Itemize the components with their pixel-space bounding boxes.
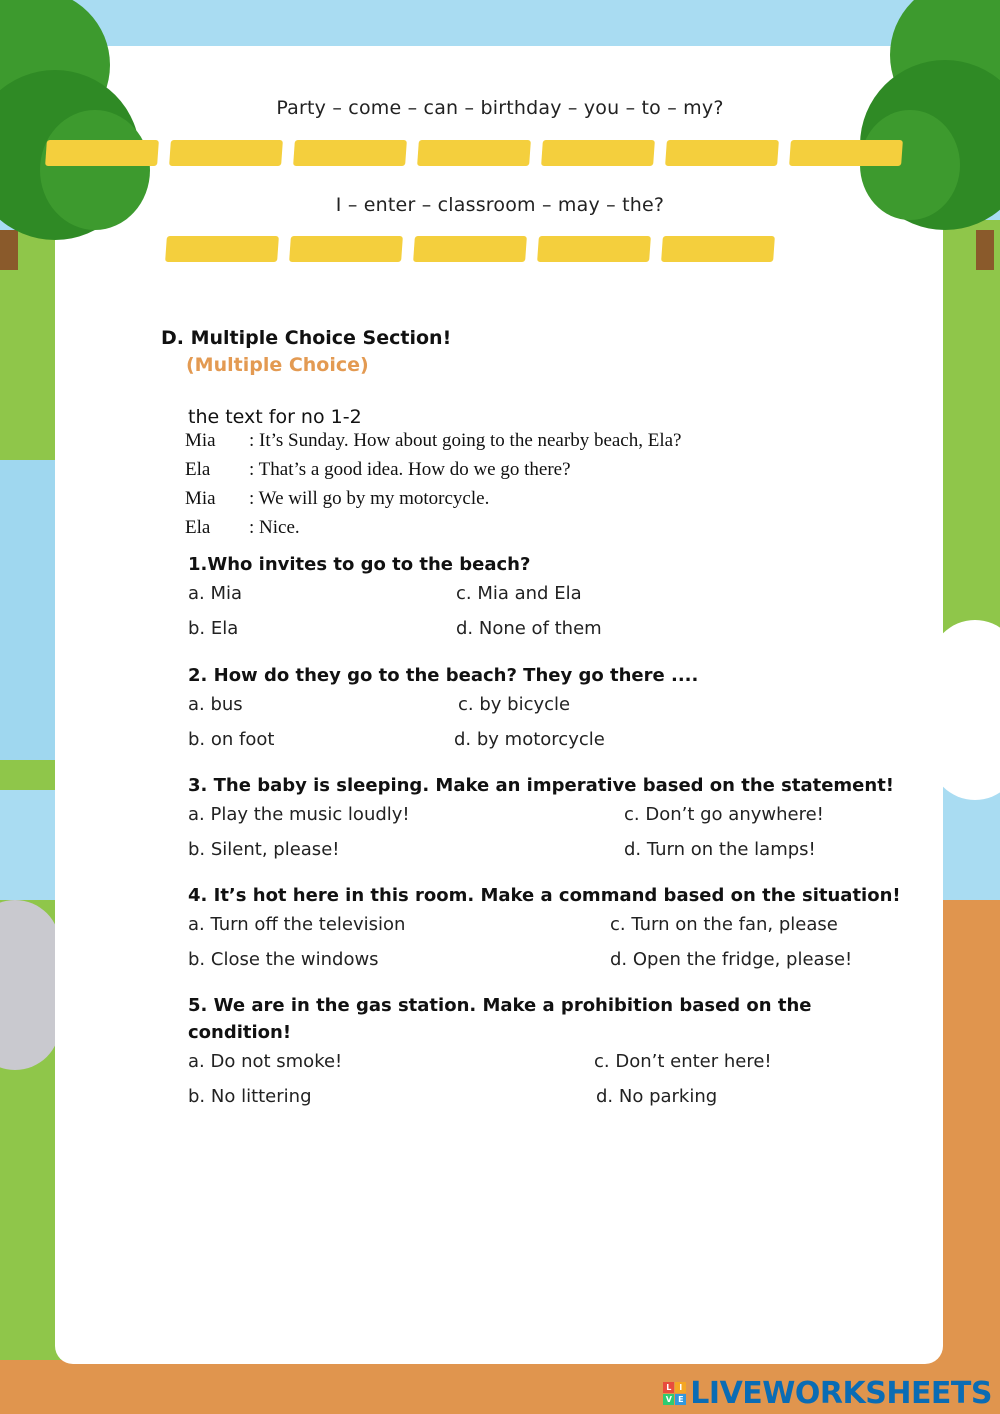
question-4: 4. It’s hot here in this room. Make a command based on the situation!: [188, 885, 901, 906]
logo-letter: V: [663, 1394, 674, 1405]
tree-trunk-right: [976, 230, 994, 270]
option-c[interactable]: c. Mia and Ela: [456, 583, 582, 604]
dialog-passage: [185, 430, 682, 546]
water-left: [0, 460, 60, 760]
option-c[interactable]: c. by bicycle: [458, 694, 571, 715]
answer-row-2: [166, 236, 774, 262]
option-d[interactable]: d. None of them: [456, 618, 602, 639]
option-d[interactable]: d. Turn on the lamps!: [624, 839, 816, 860]
dialog-line: [185, 488, 682, 517]
speaker: Mia: [185, 488, 216, 509]
question-3: 3. The baby is sleeping. Make an imperative based on the statement!: [188, 775, 895, 796]
question-5-line-2: condition!: [188, 1022, 292, 1043]
option-d[interactable]: d. Open the fridge, please!: [610, 949, 853, 970]
option-d[interactable]: d. by motorcycle: [454, 729, 605, 750]
option-b[interactable]: b. Silent, please!: [188, 839, 340, 860]
option-b[interactable]: b. on foot: [188, 729, 275, 750]
option-b[interactable]: b. Ela: [188, 618, 239, 639]
answer-box[interactable]: [537, 236, 651, 262]
dialog-text: : Nice.: [249, 517, 300, 538]
logo-letter: L: [663, 1382, 674, 1393]
dialog-line: [185, 430, 682, 459]
answer-box[interactable]: [293, 140, 407, 166]
liveworksheets-brand[interactable]: [663, 1376, 992, 1411]
answer-box[interactable]: [417, 140, 531, 166]
question-2: 2. How do they go to the beach? They go there ....: [188, 665, 699, 686]
option-a[interactable]: a. Turn off the television: [188, 914, 406, 935]
option-c[interactable]: c. Turn on the fan, please: [610, 914, 838, 935]
dialog-text: : We will go by my motorcycle.: [249, 488, 490, 509]
answer-box[interactable]: [165, 236, 279, 262]
passage-intro: the text for no 1-2: [188, 406, 362, 428]
answer-row-1: [46, 140, 902, 166]
answer-box[interactable]: [413, 236, 527, 262]
speaker: Ela: [185, 459, 211, 480]
section-title: D. Multiple Choice Section!: [161, 327, 452, 349]
rock: [0, 900, 60, 1070]
section-subtitle: (Multiple Choice): [186, 354, 369, 376]
speaker: Ela: [185, 517, 211, 538]
scrambled-sentence-1: Party – come – can – birthday – you – to – my?: [276, 97, 724, 119]
option-a[interactable]: a. Do not smoke!: [188, 1051, 343, 1072]
scrambled-sentence-2: I – enter – classroom – may – the?: [335, 194, 665, 216]
answer-box[interactable]: [289, 236, 403, 262]
option-c[interactable]: c. Don’t go anywhere!: [624, 804, 824, 825]
answer-box[interactable]: [541, 140, 655, 166]
answer-box[interactable]: [169, 140, 283, 166]
option-c[interactable]: c. Don’t enter here!: [594, 1051, 772, 1072]
brand-name: LIVEWORKSHEETS: [690, 1376, 992, 1411]
question-5: [188, 992, 812, 1046]
answer-box[interactable]: [789, 140, 903, 166]
dialog-text: : That’s a good idea. How do we go there?: [249, 459, 571, 480]
option-a[interactable]: a. bus: [188, 694, 243, 715]
tree-trunk-left: [0, 230, 18, 270]
speaker: Mia: [185, 430, 216, 451]
question-1: 1.Who invites to go to the beach?: [188, 554, 531, 575]
option-a[interactable]: a. Mia: [188, 583, 243, 604]
question-5-line-1: 5. We are in the gas station. Make a prohibition based on the: [188, 995, 812, 1016]
option-b[interactable]: b. Close the windows: [188, 949, 379, 970]
liveworksheets-logo-icon: [663, 1382, 686, 1405]
logo-letter: I: [675, 1382, 686, 1393]
answer-box[interactable]: [665, 140, 779, 166]
dialog-line: [185, 517, 682, 546]
dialog-text: : It’s Sunday. How about going to the nearby beach, Ela?: [249, 430, 682, 451]
option-b[interactable]: b. No littering: [188, 1086, 312, 1107]
option-d[interactable]: d. No parking: [596, 1086, 718, 1107]
dialog-line: [185, 459, 682, 488]
answer-box[interactable]: [45, 140, 159, 166]
logo-letter: E: [675, 1394, 686, 1405]
answer-box[interactable]: [661, 236, 775, 262]
option-a[interactable]: a. Play the music loudly!: [188, 804, 410, 825]
